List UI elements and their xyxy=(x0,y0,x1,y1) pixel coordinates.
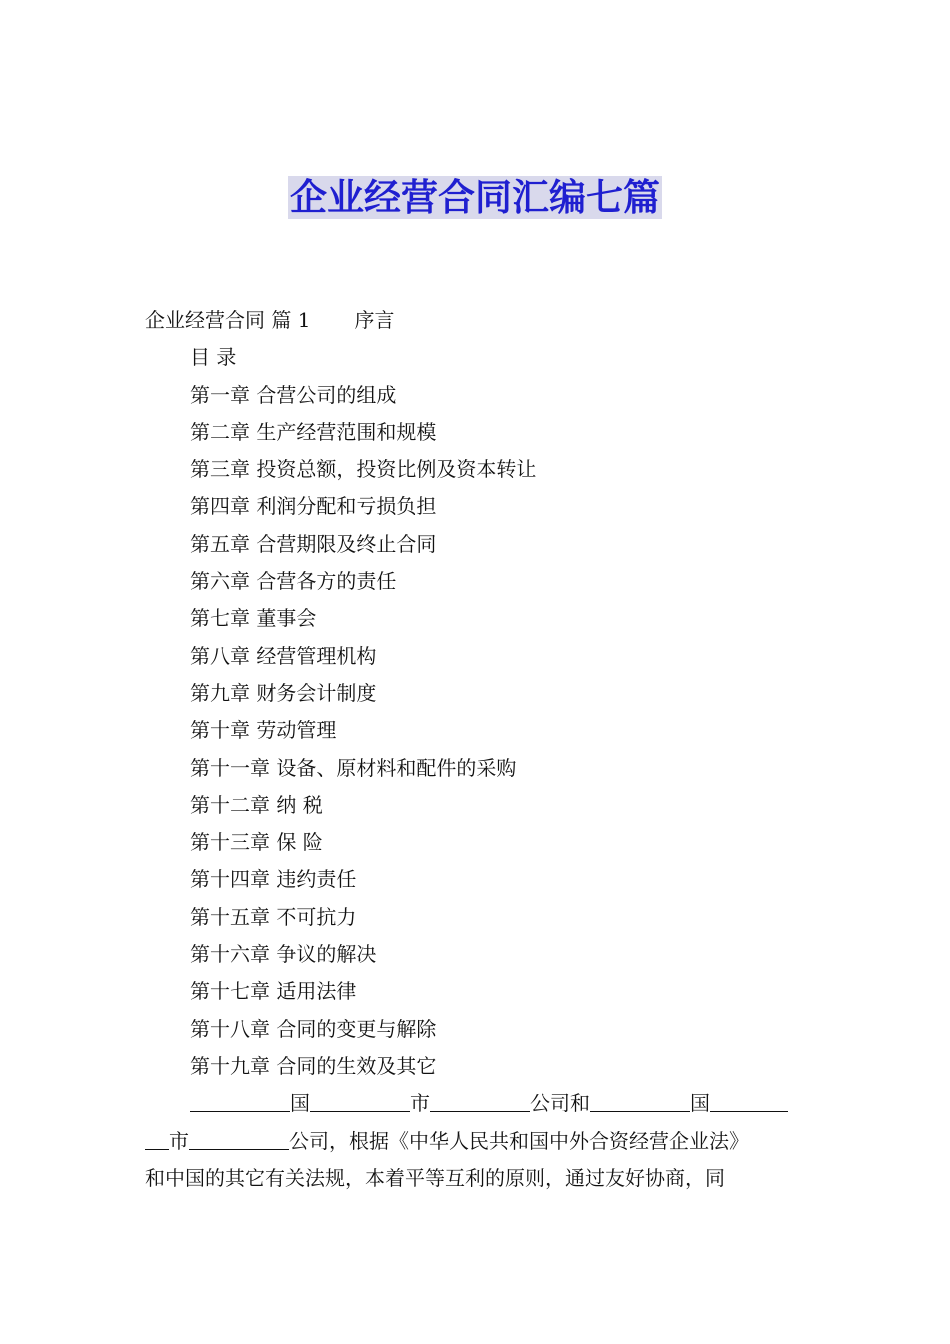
toc-item: 第十五章 不可抗力 xyxy=(190,904,357,929)
document-title xyxy=(0,172,950,224)
blank-field xyxy=(189,1127,289,1150)
blank-field xyxy=(310,1089,410,1112)
toc-item: 第十三章 保 险 xyxy=(190,830,323,855)
toc-item: 第四章 利润分配和亏损负担 xyxy=(190,494,437,519)
paragraph-line-3: 和中国的其它有关法规，本着平等互利的原则，通过友好协商，同 xyxy=(145,1165,725,1190)
blank-field xyxy=(590,1089,690,1112)
toc-item: 第十四章 违约责任 xyxy=(190,867,357,892)
paragraph-line-2: 市 公司，根据《中华人民共和国中外合资经营企业法》 xyxy=(145,1123,815,1160)
document-body xyxy=(145,302,815,1197)
toc-item: 第十六章 争议的解决 xyxy=(190,942,377,967)
document-title-text: 企业经营合同汇编七篇 xyxy=(290,176,660,219)
article-heading xyxy=(145,302,815,339)
preface-label: 序言 xyxy=(354,308,395,332)
blank-field xyxy=(710,1089,788,1112)
toc-item: 第五章 合营期限及终止合同 xyxy=(190,531,437,556)
toc-item: 第七章 董事会 xyxy=(190,606,317,631)
toc-item: 第十一章 设备、原材料和配件的采购 xyxy=(190,755,517,780)
toc-item: 第十九章 合同的生效及其它 xyxy=(190,1053,437,1078)
toc-title: 目 录 xyxy=(190,345,237,370)
toc-item: 第二章 生产经营范围和规模 xyxy=(190,419,437,444)
paragraph-line-1: 国 市 公司和 国 xyxy=(145,1085,815,1122)
toc-item: 第十章 劳动管理 xyxy=(190,718,337,743)
toc-item: 第十二章 纳 税 xyxy=(190,792,323,817)
blank-field xyxy=(145,1127,169,1150)
blank-field xyxy=(190,1089,290,1112)
toc-item: 第三章 投资总额，投资比例及资本转让 xyxy=(190,457,537,482)
toc-item: 第十七章 适用法律 xyxy=(190,979,357,1004)
toc-item: 第十八章 合同的变更与解除 xyxy=(190,1016,437,1041)
toc-item: 第六章 合营各方的责任 xyxy=(190,569,397,594)
toc-item: 第九章 财务会计制度 xyxy=(190,680,377,705)
toc-item: 第一章 合营公司的组成 xyxy=(190,382,397,407)
toc-item: 第八章 经营管理机构 xyxy=(190,643,377,668)
article-label: 企业经营合同 篇 1 xyxy=(145,308,311,332)
blank-field xyxy=(430,1089,530,1112)
